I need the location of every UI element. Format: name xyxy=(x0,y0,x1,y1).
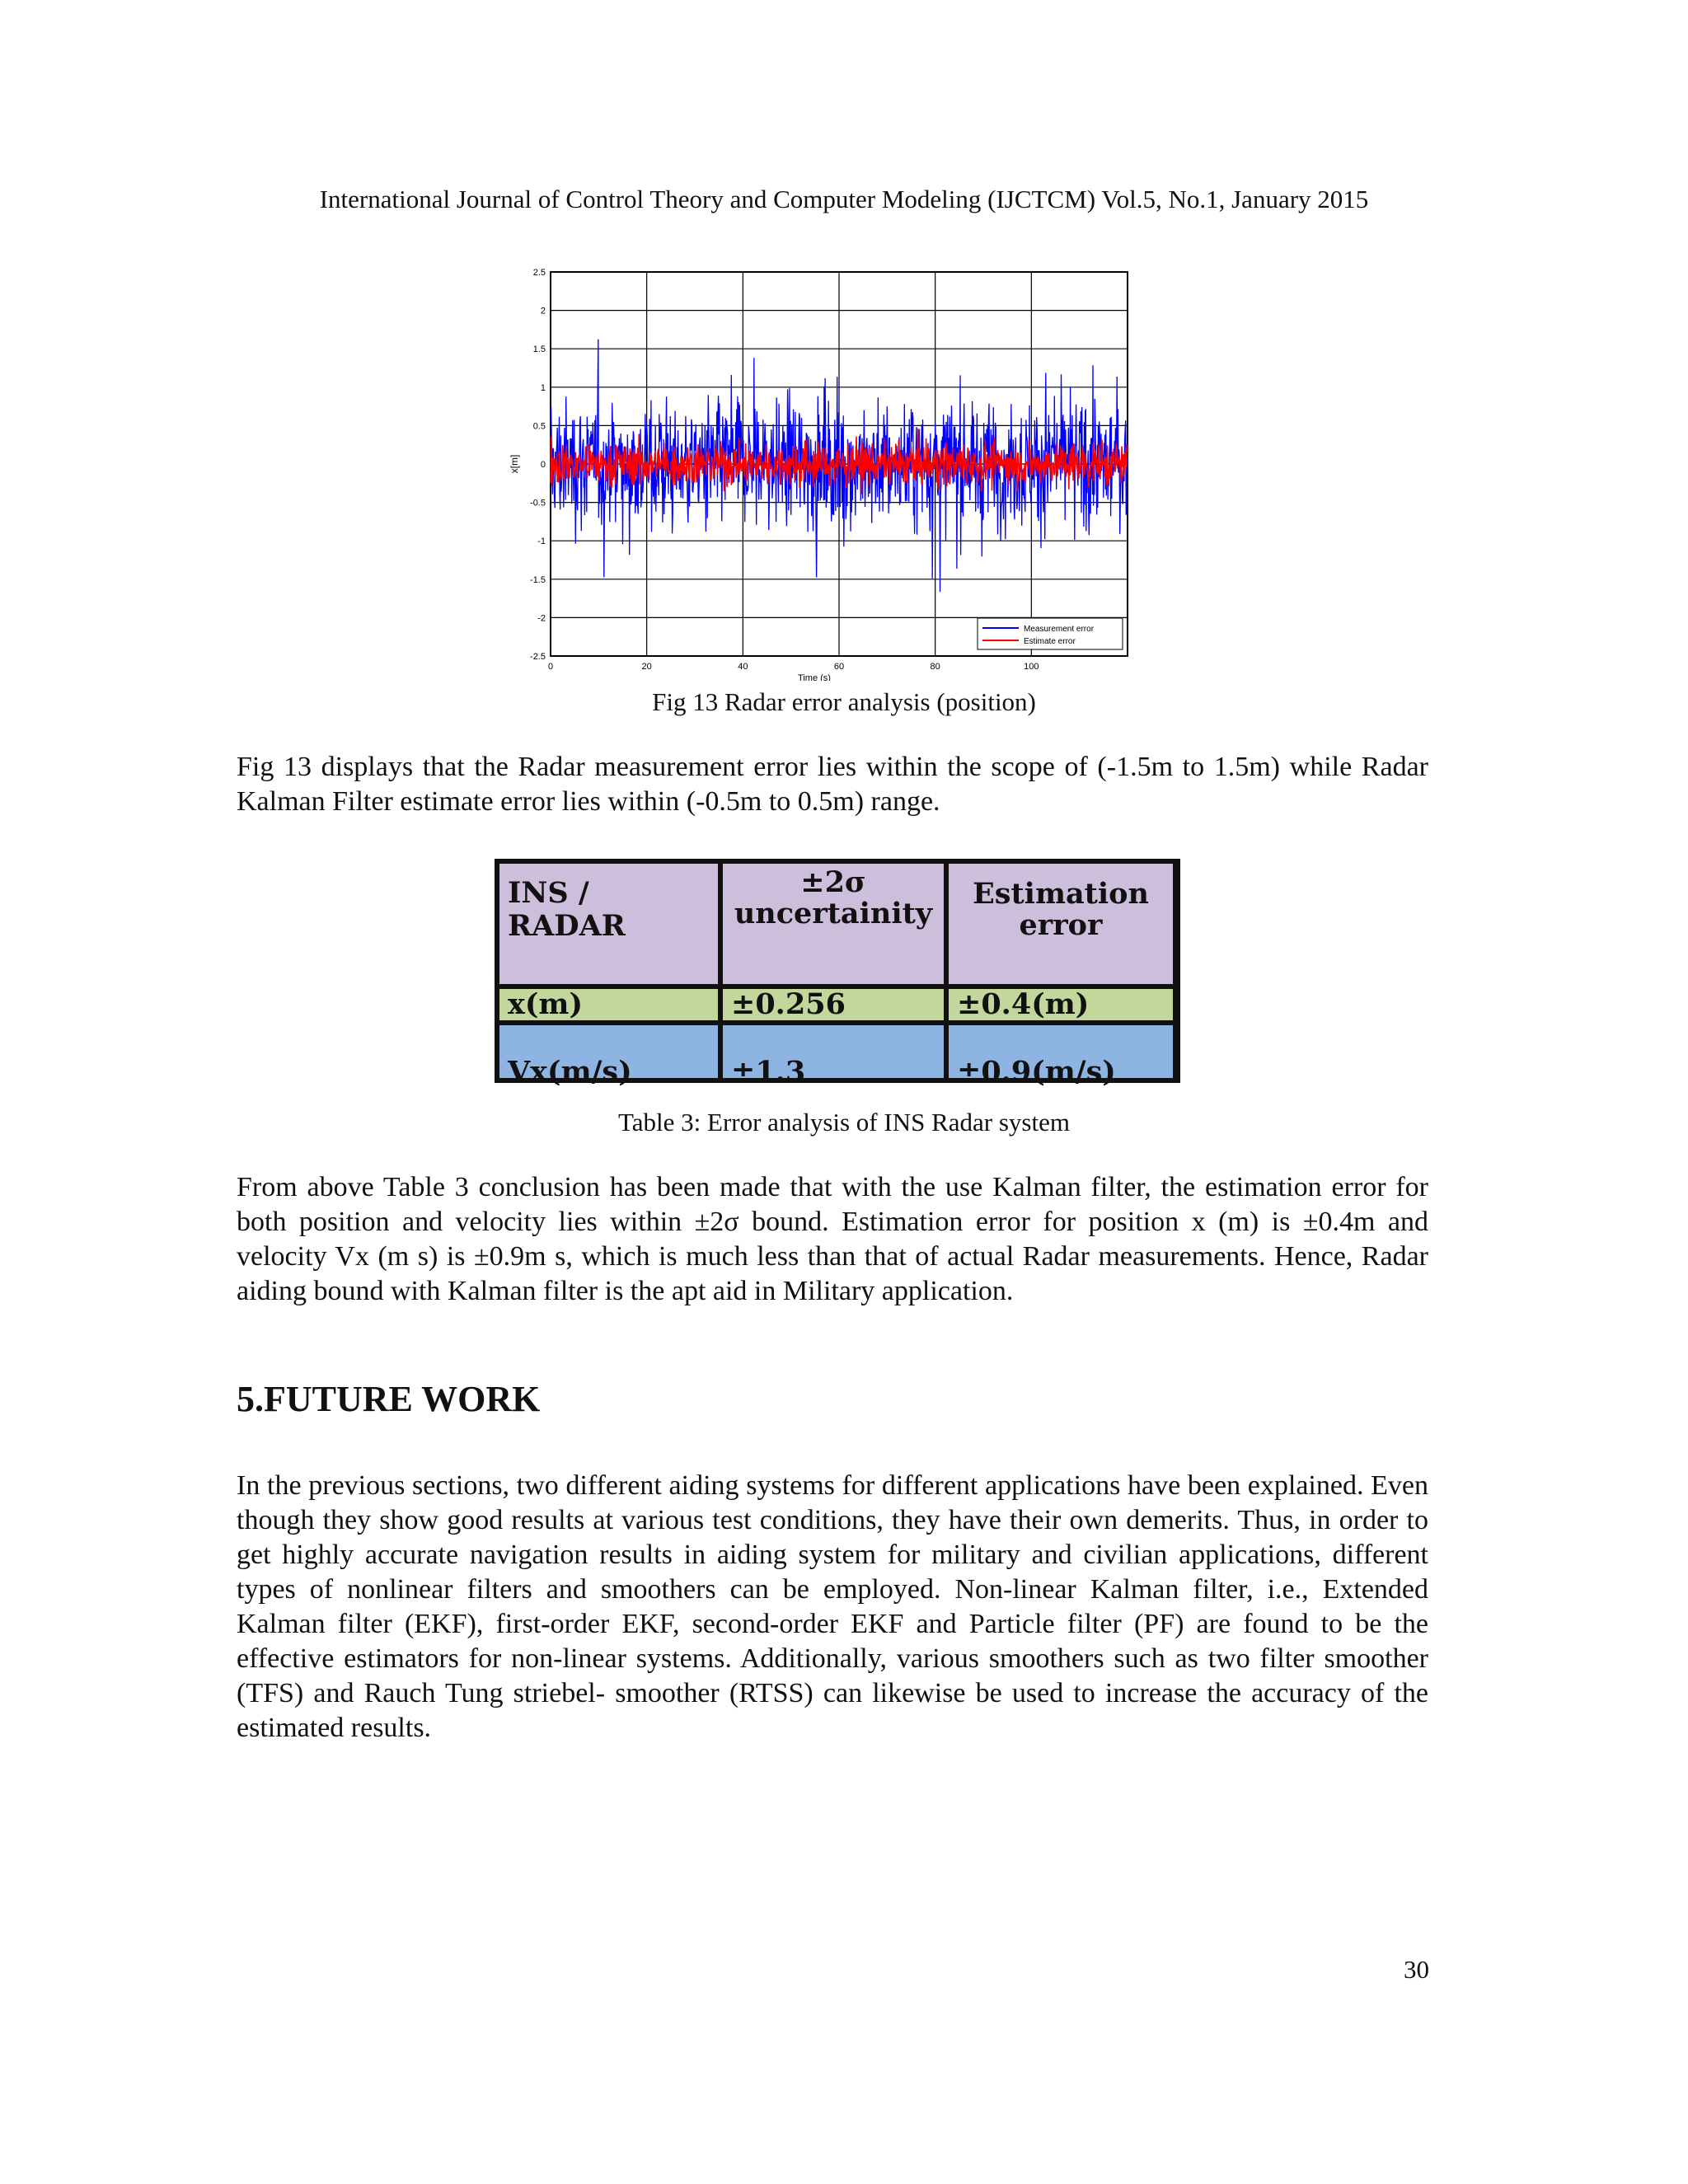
error-analysis-table xyxy=(495,859,1180,1089)
y-tick-label: -1.5 xyxy=(530,574,546,585)
x-tick-label: 80 xyxy=(930,662,940,672)
y-tick-label: -2 xyxy=(537,613,546,624)
running-header: International Journal of Control Theory and Computer Modeling (IJCTCM) Vol.5, No.1, January 2015 xyxy=(319,185,1369,213)
x-tick-label: 20 xyxy=(641,662,652,672)
legend-label: Measurement error xyxy=(1024,625,1095,634)
page-number: 30 xyxy=(1404,1955,1429,1984)
table-caption: Table 3: Error analysis of INS Radar system xyxy=(618,1108,1070,1137)
y-tick-label: -2.5 xyxy=(530,652,546,662)
y-tick-label: 2.5 xyxy=(532,268,546,278)
y-tick-label: 2 xyxy=(540,306,546,316)
table-header-cell: ±2σ uncertainity xyxy=(723,864,944,984)
y-axis-label: x[m] xyxy=(509,454,520,474)
y-tick-label: 0.5 xyxy=(532,421,546,432)
table-header-cell: INS / RADAR xyxy=(499,864,718,984)
paragraph-3: In the previous sections, two different aiding systems for different applications have been explained. Even though they show good results at various test conditions, they have their own demerits. Thus, in order to get highly accurate navigation results in aiding system for military and civilian applications, different types of nonlinear filters and smoothers can be employed. Non-linear Kalman filter, i.e., Extended Kalman filter (EKF), first-order EKF, second-order EKF and Particle filter (PF) are found to be the effective estimators for non-linear systems. Additionally, various smoothers such as two filter smoother (TFS) and Rauch Tung striebel- smoother (RTSS) can likewise be used to increase the accuracy of the estimated results. xyxy=(237,1470,1428,1743)
table-cell: ±0.256 xyxy=(723,989,944,1020)
section-heading: 5.FUTURE WORK xyxy=(237,1379,541,1419)
x-tick-label: 40 xyxy=(738,662,748,672)
table-cell: ±1.3 xyxy=(723,1025,944,1078)
y-tick-label: 1.5 xyxy=(532,344,546,355)
y-tick-label: 0 xyxy=(540,460,546,470)
x-axis-label: Time (s) xyxy=(798,673,831,681)
y-tick-label: -1 xyxy=(537,537,546,547)
figure-caption: Fig 13 Radar error analysis (position) xyxy=(652,687,1036,716)
paragraph-1: Fig 13 displays that the Radar measurement error lies within the scope of (-1.5m to 1.5m) while Radar Kalman Filter estimate error lies within (-0.5m to 0.5m) range. xyxy=(237,752,1428,817)
table-cell: ±0.4(m) xyxy=(949,989,1173,1020)
y-tick-label: 1 xyxy=(540,382,546,393)
legend-label: Estimate error xyxy=(1024,637,1076,646)
radar-error-figure xyxy=(506,262,1132,681)
x-tick-label: 0 xyxy=(547,662,554,672)
table-cell: x(m) xyxy=(499,989,718,1020)
radar-error-chart xyxy=(506,262,1132,681)
x-tick-label: 60 xyxy=(833,662,845,672)
paragraph-2: From above Table 3 conclusion has been made that with the use Kalman filter, the estimation error for both position and velocity lies within ±2σ bound. Estimation error for position x (m) is ±0.4m and velocity Vx (m s) is ±0.9m s, which is much less than that of actual Radar measurements. Hence, Radar aiding bound with Kalman filter is the apt aid in Military application. xyxy=(237,1172,1428,1306)
table-cell: Vx(m/s) xyxy=(499,1025,718,1078)
table-header-cell: Estimation error xyxy=(949,864,1173,984)
y-tick-label: -0.5 xyxy=(530,498,546,509)
x-tick-label: 100 xyxy=(1024,662,1039,672)
table-cell: ±0.9(m/s) xyxy=(949,1025,1173,1078)
